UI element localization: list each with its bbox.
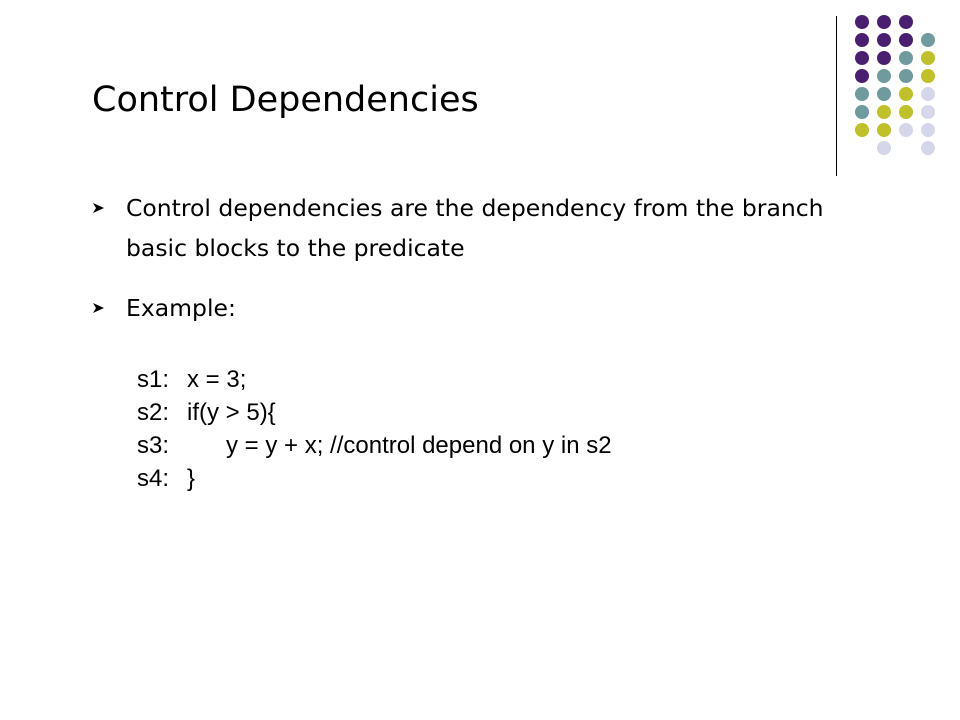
- decor-dot: [855, 15, 869, 29]
- code-line-text: x = 3;: [187, 366, 247, 393]
- decor-dot: [921, 123, 935, 137]
- code-line-label: s3:: [137, 432, 170, 459]
- slide-title: Control Dependencies: [92, 80, 479, 120]
- decor-dot: [921, 141, 935, 155]
- decor-dot: [877, 51, 891, 65]
- decor-dot: [877, 15, 891, 29]
- decor-dot: [877, 123, 891, 137]
- code-line-text: }: [187, 465, 196, 492]
- decor-dot: [921, 33, 935, 47]
- decor-dot: [921, 105, 935, 119]
- bullet-item-example: [92, 288, 882, 328]
- decor-dot: [855, 69, 869, 83]
- code-line-label: s1:: [137, 366, 170, 393]
- decor-dot: [899, 33, 913, 47]
- decor-dot: [899, 69, 913, 83]
- code-line-text: if(y > 5){: [187, 399, 276, 426]
- arrowhead-bullet-icon: [92, 288, 106, 328]
- decor-dot: [855, 105, 869, 119]
- vertical-divider: [836, 16, 837, 176]
- decor-dot: [855, 51, 869, 65]
- code-line-label: s2:: [137, 399, 170, 426]
- decor-dot: [877, 141, 891, 155]
- decor-dot: [899, 123, 913, 137]
- decor-dot: [855, 33, 869, 47]
- decor-dot: [877, 87, 891, 101]
- decor-dot: [921, 87, 935, 101]
- decor-dot: [877, 69, 891, 83]
- decor-dot: [855, 123, 869, 137]
- bullet-text: Control dependencies are the dependency from the branch basic blocks to the predicate: [126, 194, 824, 262]
- bullet-text: Example:: [126, 294, 236, 322]
- decor-dot: [921, 69, 935, 83]
- arrowhead-bullet-icon: [92, 188, 106, 228]
- decor-dot: [899, 51, 913, 65]
- decor-dot: [899, 105, 913, 119]
- decor-dot: [921, 51, 935, 65]
- decor-dot: [899, 15, 913, 29]
- decor-dot: [877, 33, 891, 47]
- code-line-label: s4:: [137, 465, 170, 492]
- code-line-text: y = y + x; //control depend on y in s2: [226, 432, 612, 459]
- decor-dot: [855, 87, 869, 101]
- decor-dot: [877, 105, 891, 119]
- bullet-item-definition: [92, 188, 882, 268]
- decor-dot: [899, 87, 913, 101]
